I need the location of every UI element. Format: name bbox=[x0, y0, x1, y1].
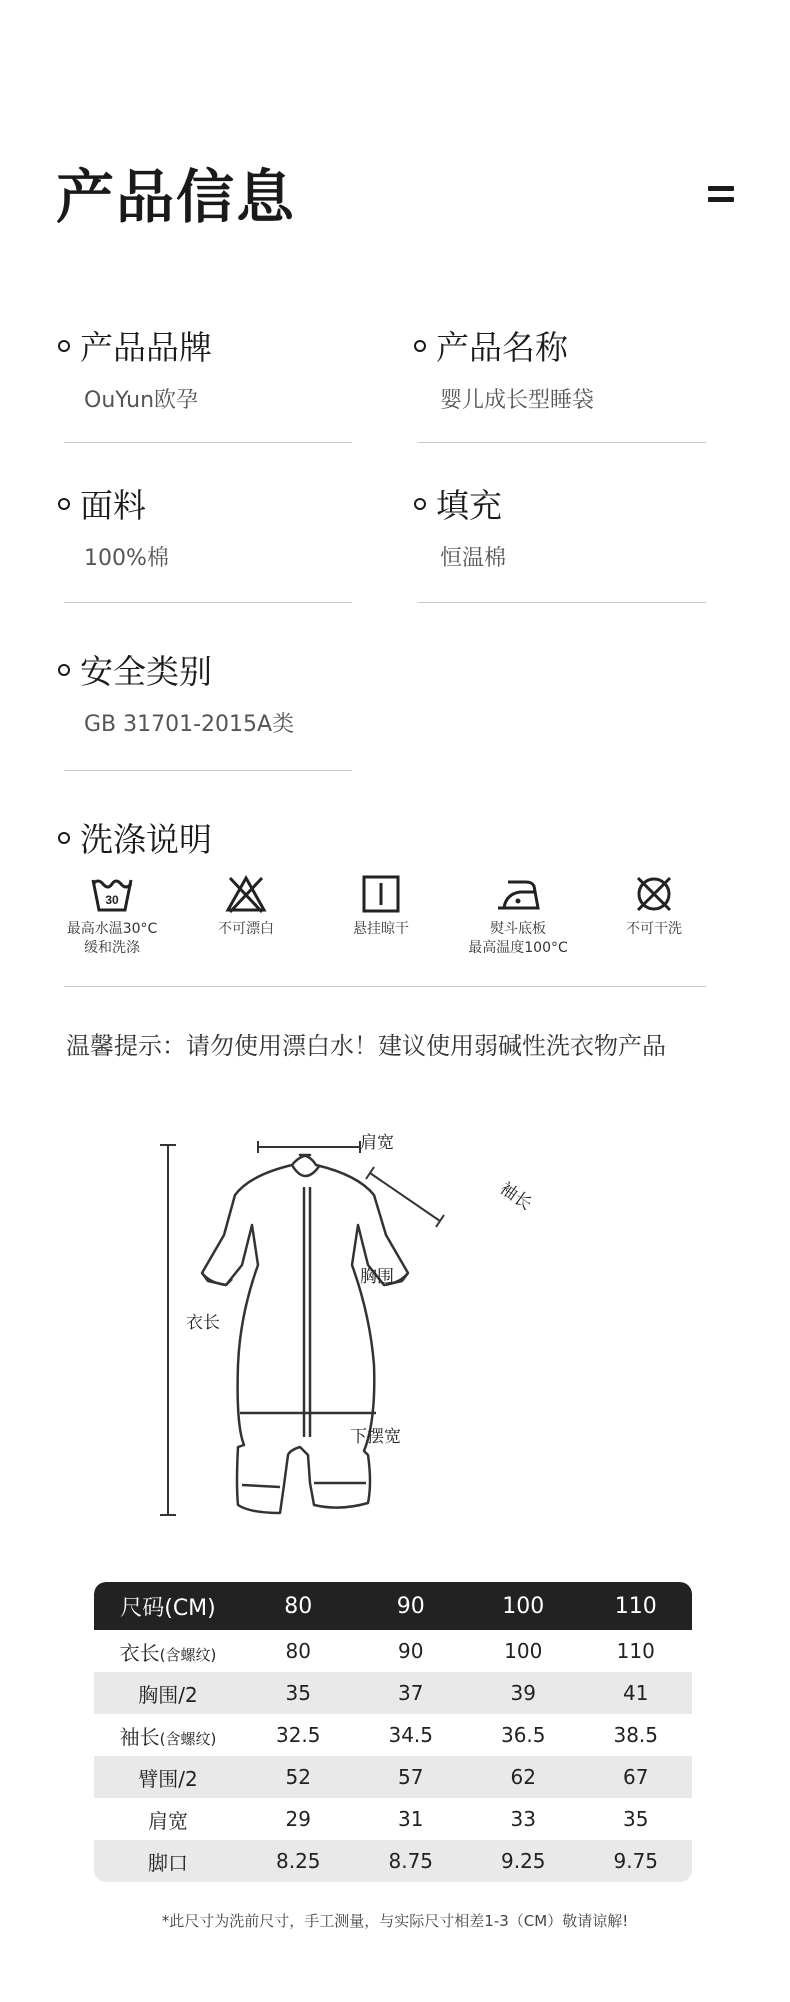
field-value: 100%棉 bbox=[84, 546, 169, 571]
care-section-title bbox=[58, 814, 212, 861]
table-cell: 36.5 bbox=[500, 1723, 546, 1747]
care-label: 不可漂白 bbox=[218, 921, 274, 937]
care-label: 熨斗底板 最高温度100°C bbox=[468, 921, 568, 956]
size-table bbox=[94, 1582, 692, 1882]
row-name: 袖长(含螺纹) bbox=[119, 1724, 217, 1749]
table-header bbox=[94, 1582, 692, 1630]
table-cell: 9.25 bbox=[500, 1849, 546, 1873]
header-cell: 110 bbox=[614, 1593, 657, 1619]
no-dryclean-icon bbox=[632, 874, 676, 914]
care-label: 悬挂晾干 bbox=[353, 921, 409, 937]
table-cell: 35 bbox=[285, 1681, 311, 1705]
table-cell: 80 bbox=[285, 1639, 311, 1663]
line-dry-shade-icon bbox=[359, 874, 403, 914]
table-cell: 100 bbox=[504, 1639, 543, 1663]
table-cell: 90 bbox=[398, 1639, 424, 1663]
care-label: 最高水温30°C 缓和洗涤 bbox=[66, 921, 158, 956]
divider bbox=[64, 442, 352, 443]
table-cell: 57 bbox=[398, 1765, 424, 1789]
row-name: 衣长(含螺纹) bbox=[119, 1640, 217, 1665]
size-note: *此尺寸为洗前尺寸，手工测量，与实际尺寸相差1-3（CM）敬请谅解! bbox=[161, 1912, 629, 1930]
bullet-icon bbox=[414, 498, 426, 510]
field-label: 填充 bbox=[436, 486, 502, 525]
field-brand bbox=[58, 322, 212, 414]
row-name: 臂围/2 bbox=[138, 1766, 198, 1791]
care-item-no-dryclean bbox=[594, 874, 714, 939]
table-cell: 52 bbox=[285, 1765, 311, 1789]
field-value: 恒温棉 bbox=[440, 546, 507, 571]
divider bbox=[418, 602, 706, 603]
header-cell: 90 bbox=[396, 1593, 425, 1619]
table-cell: 32.5 bbox=[275, 1723, 321, 1747]
table-row bbox=[94, 1714, 692, 1756]
bullet-icon bbox=[58, 340, 70, 352]
tip-text: 温馨提示：请勿使用漂白水！建议使用弱碱性洗衣物产品 bbox=[66, 1032, 666, 1060]
header-cell: 80 bbox=[284, 1593, 313, 1619]
field-label: 安全类别 bbox=[80, 652, 212, 691]
field-fabric bbox=[58, 480, 169, 572]
table-cell: 35 bbox=[623, 1807, 649, 1831]
divider bbox=[64, 602, 352, 603]
care-item-no-bleach bbox=[186, 874, 306, 939]
label-shoulder: 肩宽 bbox=[360, 1133, 394, 1153]
field-label: 产品名称 bbox=[436, 328, 568, 367]
table-cell: 9.75 bbox=[613, 1849, 659, 1873]
divider bbox=[418, 442, 706, 443]
field-value: GB 31701-2015A类 bbox=[84, 712, 295, 737]
bullet-icon bbox=[58, 498, 70, 510]
label-chest: 胸围 bbox=[360, 1267, 394, 1287]
table-cell: 67 bbox=[623, 1765, 649, 1789]
label-length: 衣长 bbox=[186, 1313, 220, 1333]
care-item-line-dry bbox=[321, 874, 441, 939]
care-item-iron bbox=[458, 874, 578, 958]
table-cell: 31 bbox=[398, 1807, 424, 1831]
table-row bbox=[94, 1630, 692, 1672]
field-safety bbox=[58, 646, 294, 738]
table-cell: 38.5 bbox=[613, 1723, 659, 1747]
divider bbox=[64, 770, 352, 771]
table-cell: 34.5 bbox=[388, 1723, 434, 1747]
table-cell: 37 bbox=[398, 1681, 424, 1705]
divider bbox=[64, 986, 706, 987]
label-hem: 下摆宽 bbox=[350, 1427, 401, 1447]
field-value: 婴儿成长型睡袋 bbox=[440, 388, 595, 413]
header-cell: 100 bbox=[502, 1593, 545, 1619]
no-bleach-icon bbox=[224, 874, 268, 914]
row-name: 胸围/2 bbox=[138, 1682, 198, 1707]
row-name: 脚口 bbox=[148, 1850, 188, 1875]
field-label: 面料 bbox=[80, 486, 146, 525]
wash-temp: 30 bbox=[105, 893, 119, 907]
care-label: 不可干洗 bbox=[626, 921, 682, 937]
label-sleeve: 袖长 bbox=[495, 1178, 536, 1215]
table-row bbox=[94, 1672, 692, 1714]
header-cell: 尺码(CM) bbox=[120, 1595, 216, 1621]
iron-icon bbox=[494, 874, 542, 914]
page-title: 产品信息 bbox=[56, 163, 297, 231]
table-cell: 29 bbox=[285, 1807, 311, 1831]
bullet-icon bbox=[58, 664, 70, 676]
table-cell: 62 bbox=[510, 1765, 536, 1789]
table-cell: 8.75 bbox=[388, 1849, 434, 1873]
field-filling bbox=[414, 480, 506, 572]
field-product-name bbox=[414, 322, 594, 414]
table-cell: 41 bbox=[623, 1681, 649, 1705]
table-cell: 39 bbox=[510, 1681, 536, 1705]
table-cell: 8.25 bbox=[275, 1849, 321, 1873]
table-row bbox=[94, 1756, 692, 1798]
field-label: 产品品牌 bbox=[80, 328, 212, 367]
menu-icon[interactable] bbox=[708, 186, 734, 204]
bullet-icon bbox=[414, 340, 426, 352]
wash-30-icon bbox=[90, 874, 134, 914]
field-value: OuYun欧孕 bbox=[84, 388, 199, 413]
table-cell: 110 bbox=[616, 1639, 655, 1663]
bullet-icon bbox=[58, 832, 70, 844]
care-title: 洗涤说明 bbox=[80, 820, 212, 859]
table-cell: 33 bbox=[510, 1807, 536, 1831]
table-row bbox=[94, 1840, 692, 1882]
row-name: 肩宽 bbox=[148, 1808, 188, 1833]
care-item-wash bbox=[52, 874, 172, 958]
table-row bbox=[94, 1798, 692, 1840]
